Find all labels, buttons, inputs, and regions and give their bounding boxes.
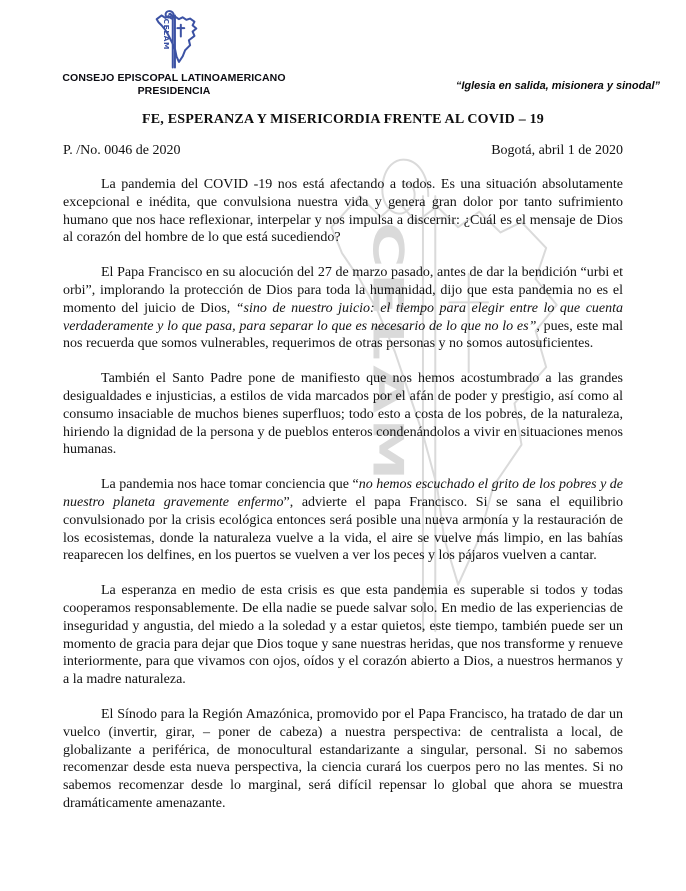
organization-name: CONSEJO EPISCOPAL LATINOAMERICANO [62,72,286,84]
organization-subtitle: PRESIDENCIA [137,84,211,97]
quoted-italic-text: “sino de nuestro juicio: el tiempo para elegir entre lo que cuenta verdaderamente y lo que pasa, para separar lo que es necesario de lo que no lo es” [63,300,624,334]
paragraph [63,582,623,689]
body-text: , pues, este mal nos recuerda que somos vulnerables, requerimos de otras personas y no somos autosuficientes. [63,318,623,352]
body-text: La pandemia nos hace tomar conciencia que “ [101,477,359,493]
reference-row [63,143,623,159]
paragraph [63,370,623,459]
paragraph [63,706,623,813]
body-text: La esperanza en medio de esta crisis es que esta pandemia es superable si todos y todas cooperamos responsablemente. De ella nadie se puede salvar solo. En medio de las experiencias de inseguridad y angustia, del miedo a la soledad y a estar quietos, este tiempo, también puede ser un momento de gracia para dejar que Dios toque y sane nuestras heridas, que nos transforme y renueve interiormente, para que vivamos con ojos, oídos y el corazón abierto a Dios, a nuestros hermanos y a la madre naturaleza. [63,583,623,688]
letterhead [55,8,293,97]
body-text: El Sínodo para la Región Amazónica, promovido por el Papa Francisco, ha tratado de dar un vuelco (invertir, girar, – poner de cabeza) a nuestra perspectiva: de centralista a local, de globalizante a periférica, de monocultural estandarizante a singular, personal. Si no sabemos recomenzar desde esta nueva perspectiva, la ciencia curará los cuerpos pero no las mentes. Si no sabemos recomenzar desde lo marginal, será difícil repensar lo global que ahora se muestra dramáticamente amenazante. [63,706,623,811]
body-text: La pandemia del COVID -19 nos está afectando a todos. Es una situación absolutamente excepcional e inédita, que convulsiona nuestra vida y genera gran dolor por tanto sufrimiento humano que nos hace reflexionar, interpelar y nos impulsa a discernir: ¿Cuál es el mensaje de Dios al corazón del hombre de lo que está sucediendo? [63,177,623,246]
document-title: FE, ESPERANZA Y MISERICORDIA FRENTE AL COVID – 19 [142,112,544,127]
document-body [63,176,623,830]
reference-number: P. /No. 0046 de 2020 [63,143,181,158]
celam-logo-icon [141,8,207,70]
paragraph [63,264,623,353]
paragraph [63,476,623,565]
paragraph [63,176,623,247]
body-text: ”, advierte el papa Francisco. Si se sana el equilibrio convulsionado por la crisis ecológica entonces será posible una nueva armonía y la restauración de los ecosistemas, donde la naturaleza vuelve a la vida, el aire se vuelve más limpio, en las bahías reaparecen los delfines, en los puertos se vuelven a ver los peces y los pájaros vuelven a cantar. [63,494,624,564]
body-text: También el Santo Padre pone de manifiesto que nos hemos acostumbrado a las grandes desigualdades e injusticias, a estilos de vida marcados por el afán de poder y prestigio, así como al consumo insaciable de muchos bienes superfluos; todo esto a costa de los pobres, de la naturaleza, hiriendo la dignidad de la persona y de pueblos enteros condenándolos a vivir en situaciones menos humanas. [63,371,623,458]
dateline: Bogotá, abril 1 de 2020 [491,143,623,158]
church-slogan: “Iglesia en salida, misionera y sinodal” [455,80,660,92]
quoted-italic-text: no hemos escuchado el grito de los pobres y de nuestro planeta gravemente enfermo [63,477,623,510]
body-text: El Papa Francisco en su alocución del 27 de marzo pasado, antes de dar la bendición “urbi et orbi”, implorando la protección de Dios para toda la humanidad, dijo que esta pandemia no es el momento del juicio de Dios, [63,265,623,316]
